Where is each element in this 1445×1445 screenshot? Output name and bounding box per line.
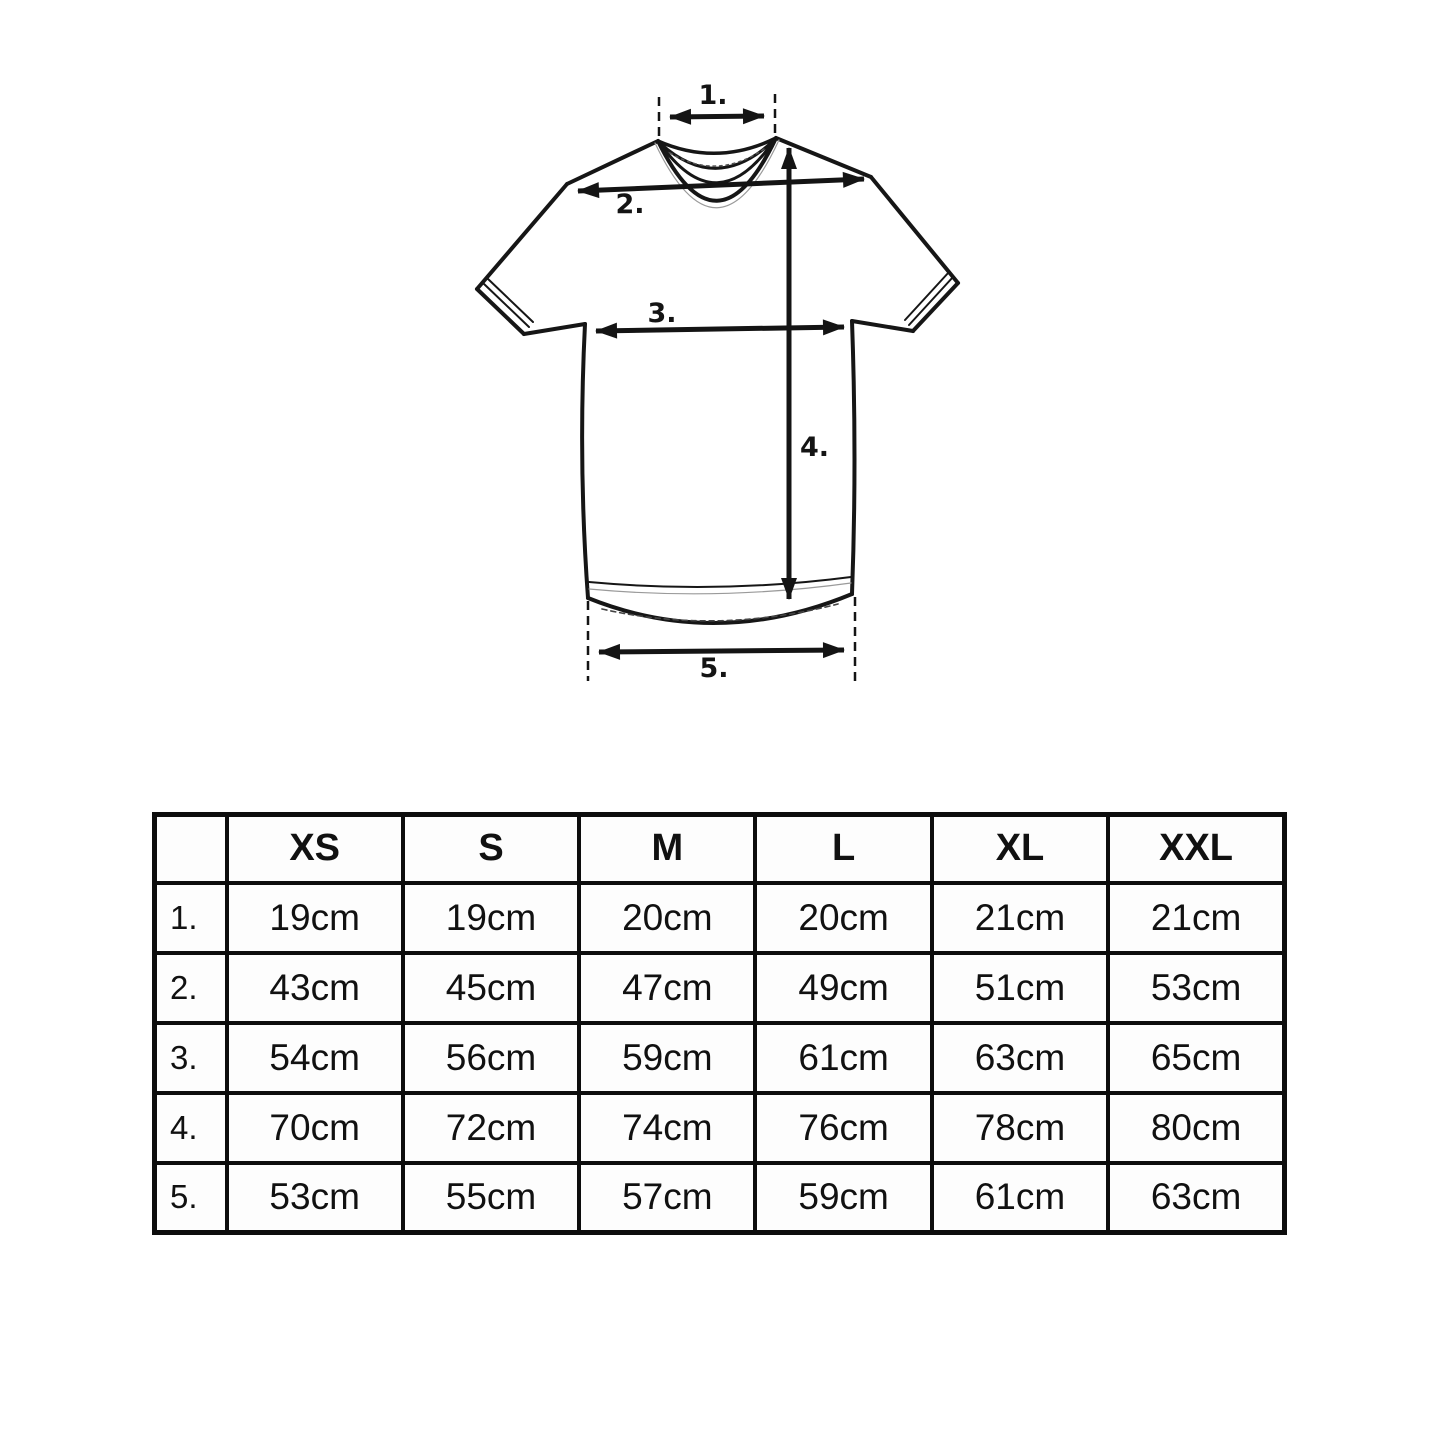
left-underarm [524,324,585,334]
left-cuff-line [483,283,529,327]
left-side-seam [582,324,588,598]
row-label: 4. [155,1093,227,1163]
left-cuff-line [487,278,533,322]
right-sleeve-outer [871,177,958,283]
double-arrow [599,650,844,652]
size-cell: 51cm [932,953,1108,1023]
measurement-4-body-length [789,148,829,599]
size-cell: 63cm [932,1023,1108,1093]
size-cell: 55cm [403,1163,579,1233]
size-col-header-xl: XL [932,815,1108,883]
double-arrow [596,327,844,331]
size-cell: 21cm [1108,883,1284,953]
measurement-1-neck-width [659,80,775,141]
size-cell: 61cm [755,1023,931,1093]
table-row-5 [155,1163,1285,1233]
size-cell: 19cm [403,883,579,953]
size-cell: 59cm [755,1163,931,1233]
size-table-header-row [155,815,1285,883]
right-sleeve-opening [913,283,958,331]
size-cell: 80cm [1108,1093,1284,1163]
size-col-header-m: M [579,815,755,883]
double-arrow [670,116,764,117]
right-sleeve [852,177,958,331]
size-cell: 45cm [403,953,579,1023]
right-cuff-line [909,277,953,325]
size-cell: 72cm [403,1093,579,1163]
size-cell: 78cm [932,1093,1108,1163]
hem [588,577,852,623]
size-cell: 61cm [932,1163,1108,1233]
size-cell: 63cm [1108,1163,1284,1233]
size-cell: 56cm [403,1023,579,1093]
size-table [152,812,1287,1235]
size-cell: 47cm [579,953,755,1023]
size-cell: 65cm [1108,1023,1284,1093]
size-cell: 70cm [227,1093,403,1163]
size-cell: 49cm [755,953,931,1023]
tshirt-outline [477,138,958,623]
right-cuff-line [905,272,949,320]
measure-label-4: 4. [800,432,830,463]
measure-label-3: 3. [647,298,677,329]
left-sleeve [477,184,585,334]
size-cell: 21cm [932,883,1108,953]
size-cell: 57cm [579,1163,755,1233]
table-row-1 [155,883,1285,953]
size-cell: 59cm [579,1023,755,1093]
left-shoulder-seam [567,141,658,184]
size-cell: 53cm [1108,953,1284,1023]
size-col-header-xxl: XXL [1108,815,1284,883]
measure-label-2: 2. [615,189,645,220]
measure-label-1: 1. [698,80,728,111]
size-cell: 19cm [227,883,403,953]
size-cell: 20cm [579,883,755,953]
size-cell: 20cm [755,883,931,953]
measure-label-5: 5. [699,653,729,684]
left-sleeve-outer [477,184,567,289]
corner-cell [155,815,227,883]
collar [655,138,779,208]
row-label: 1. [155,883,227,953]
size-cell: 53cm [227,1163,403,1233]
shoulder-seams [567,138,871,184]
table-row-2 [155,953,1285,1023]
hem-outer-curve [588,594,852,623]
row-label: 2. [155,953,227,1023]
size-cell: 76cm [755,1093,931,1163]
collar-top-arc [658,138,776,153]
row-label: 5. [155,1163,227,1233]
size-col-header-l: L [755,815,931,883]
row-label: 3. [155,1023,227,1093]
right-side-seam [852,321,855,594]
size-cell: 43cm [227,953,403,1023]
hem-seam-line [589,577,851,587]
table-row-3 [155,1023,1285,1093]
right-underarm [852,321,913,331]
size-cell: 74cm [579,1093,755,1163]
table-row-4 [155,1093,1285,1163]
size-cell: 54cm [227,1023,403,1093]
measurement-3-chest-width [596,298,844,331]
left-sleeve-opening [477,289,524,334]
size-col-header-xs: XS [227,815,403,883]
size-col-header-s: S [403,815,579,883]
